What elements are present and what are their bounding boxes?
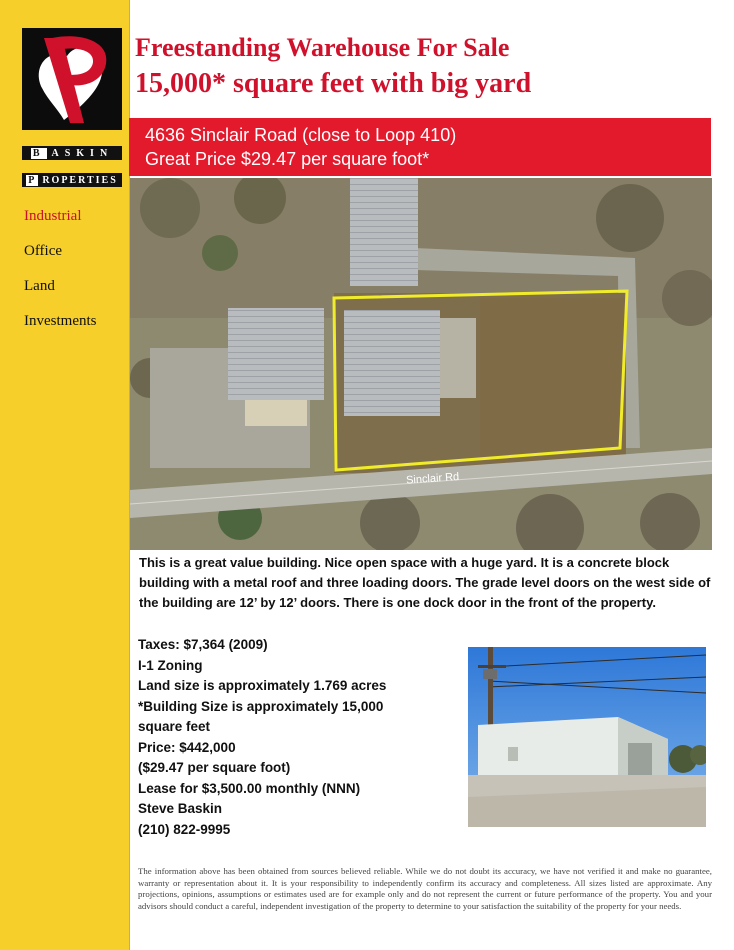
contact-phone[interactable]: (210) 822-9995 [138,821,231,837]
nav-item-office[interactable]: Office [24,243,63,259]
brand-rest-askin: ASKIN [51,147,114,159]
fact-price-per-sqft: ($29.47 per square foot) [138,760,291,775]
price-per-sqft: Great Price $29.47 per square foot* [145,149,430,169]
brand-name-line1 [22,146,122,160]
baskin-logo[interactable] [22,28,122,130]
nav-item-industrial[interactable]: Industrial [24,208,82,224]
building-photo-illustration [468,647,706,827]
road-label: Sinclair Rd [405,470,460,487]
legal-disclaimer: The information above has been obtained from sources believed reliable. While we do not doubt its accuracy, we have not verified it and make no guarantee, warranty or representation about it. It is your responsibility to independently confirm its accuracy and completeness. All sizes listed are approximate. Any projections, opinions, assumptions or estimates used are for example only and do not represent the current or future performance of the property. You and your advisors should conduct a careful, independent investigation of the property to determine to your satisfaction the suitability of the property for your needs. [138,866,712,911]
fact-building-size: *Building Size is approximately 15,000 [138,698,384,714]
fact-building-size-unit: square feet [138,719,211,734]
fact-taxes: Taxes: $7,364 (2009) [138,637,268,652]
address-banner [129,118,711,176]
building-photo [468,647,706,827]
property-description: This is a great value building. Nice open space with a huge yard. It is a concrete block building with a metal roof and three loading doors. The grade level doors on the west side of the building are 12’ by 12’ doors. There is one dock door in the front of the property. [139,555,711,610]
headline-line1: Freestanding Warehouse For Sale [135,33,510,62]
brand-name-line2 [22,173,122,187]
aerial-photo [130,178,712,550]
aerial-map-illustration [130,178,712,550]
fact-zoning: I-1 Zoning [138,657,203,673]
nav-item-land[interactable]: Land [24,278,55,294]
property-address: 4636 Sinclair Road (close to Loop 410) [145,125,457,145]
nav-item-investments[interactable]: Investments [24,313,97,329]
page-headline [135,30,725,102]
fact-lease: Lease for $3,500.00 monthly (NNN) [138,780,361,796]
brand-rest-roperties: ROPERTIES [42,174,118,186]
brand-cap-b: B [32,147,46,159]
fact-price: Price: $442,000 [138,739,236,755]
property-facts [138,635,468,840]
sidebar [0,0,130,950]
contact-name: Steve Baskin [138,801,223,816]
logo-mark-icon [22,28,122,130]
brand-cap-p: P [28,174,37,186]
headline-line2: 15,000* square feet with big yard [135,68,532,99]
fact-land-size: Land size is approximately 1.769 acres [138,678,387,693]
